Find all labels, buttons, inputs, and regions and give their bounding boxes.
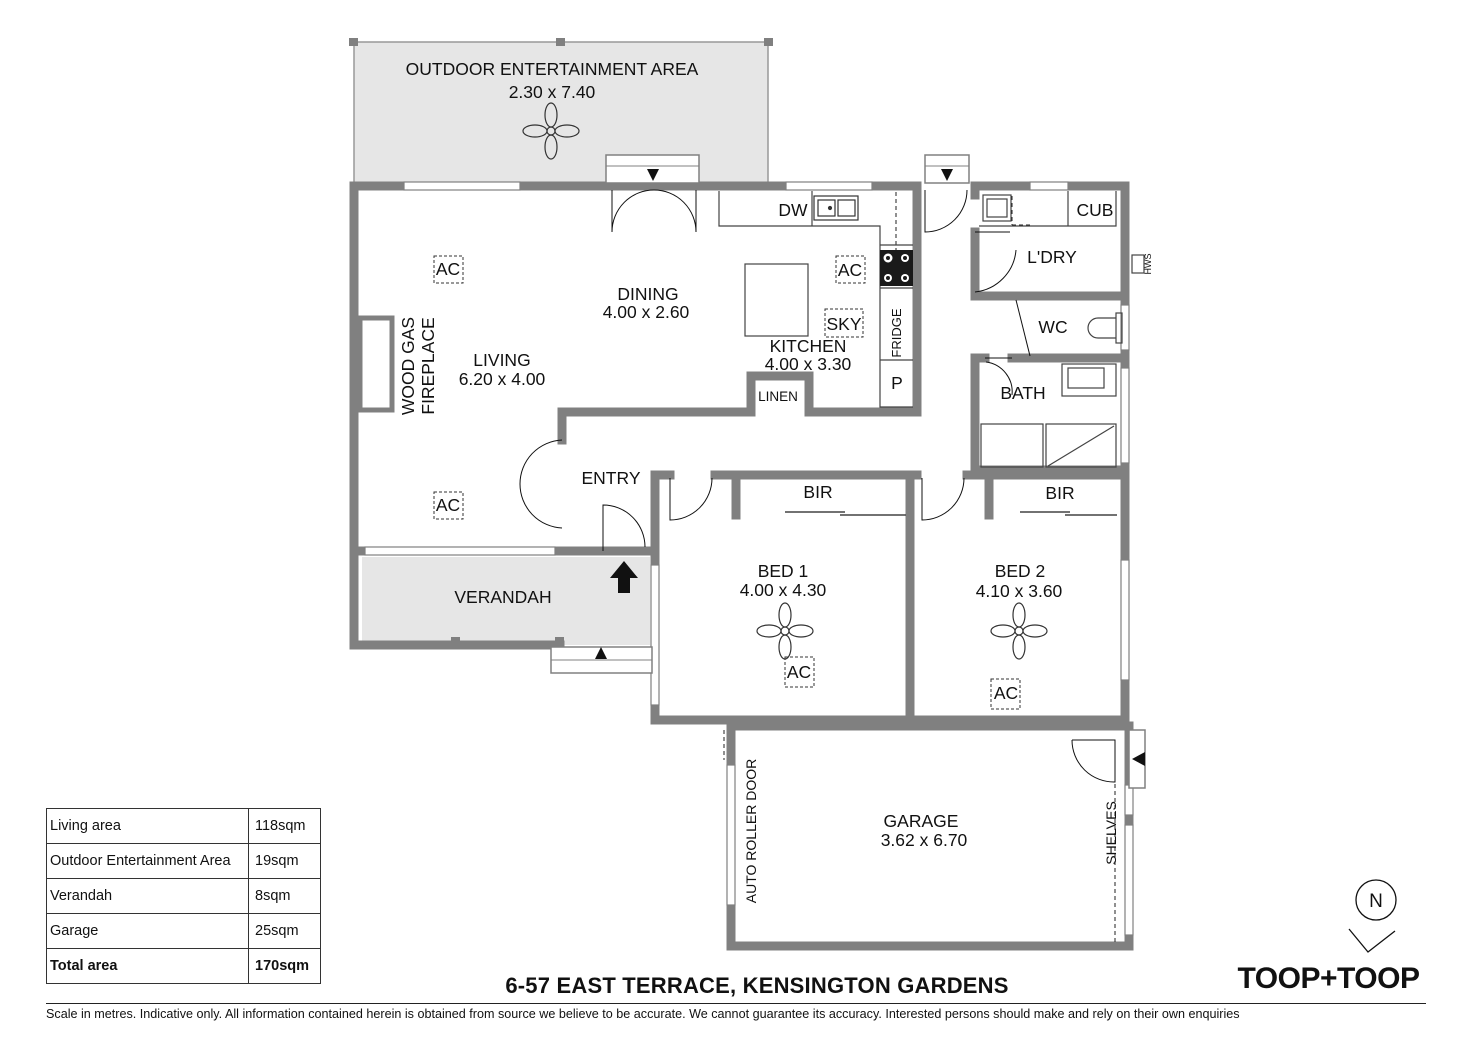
area-label: Total area (47, 949, 249, 984)
hws-label: HWS (1143, 253, 1153, 275)
verandah-name: VERANDAH (454, 587, 552, 607)
sky-label: SKY (826, 314, 862, 334)
sink-icon (814, 196, 858, 220)
ac-label: AC (786, 662, 812, 682)
living-name: LIVING (473, 350, 531, 370)
area-value: 19sqm (249, 844, 321, 879)
area-label: Garage (47, 914, 249, 949)
area-value: 170sqm (249, 949, 321, 984)
outdoor-area-dims: 2.30 x 7.40 (508, 82, 596, 102)
table-row (47, 879, 321, 914)
ac-label: AC (435, 495, 461, 515)
dining-dims: 4.00 x 2.60 (602, 302, 690, 322)
table-row (47, 914, 321, 949)
ac-label: AC (837, 260, 863, 280)
table-row-total (47, 949, 321, 984)
linen-label: LINEN (758, 389, 798, 404)
bed2-dims: 4.10 x 3.60 (975, 581, 1063, 601)
cooktop-icon (880, 250, 913, 286)
brand-logo: TOOP+TOOP (1237, 962, 1420, 995)
garage-dims: 3.62 x 6.70 (880, 830, 968, 850)
wc-name: WC (1038, 317, 1068, 337)
area-table (46, 808, 321, 984)
compass-north-label: N (1369, 891, 1383, 912)
pantry-label: P (891, 373, 903, 393)
table-row (47, 809, 321, 844)
dining-name: DINING (617, 284, 679, 304)
area-label: Verandah (47, 879, 249, 914)
laundry-name: L'DRY (1027, 247, 1077, 267)
ceiling-fan-icon (991, 603, 1047, 659)
bath-fixtures (981, 364, 1116, 467)
living-dims: 6.20 x 4.00 (458, 369, 546, 389)
bath-name: BATH (1000, 383, 1046, 403)
bed1-dims: 4.00 x 4.30 (739, 580, 827, 600)
ac-label: AC (435, 259, 461, 279)
area-value: 8sqm (249, 879, 321, 914)
ac-label: AC (993, 683, 1019, 703)
area-value: 25sqm (249, 914, 321, 949)
toilet-icon (1088, 313, 1122, 343)
bir-label: BIR (803, 482, 833, 502)
cub-label: CUB (1076, 200, 1114, 220)
entry-name: ENTRY (581, 468, 641, 488)
shelves-label: SHELVES (1103, 801, 1119, 865)
fireplace-label-line2: FIREPLACE (418, 317, 438, 415)
garage-name: GARAGE (883, 811, 959, 831)
disclaimer-text: Scale in metres. Indicative only. All information contained herein is obtained from source we believe to be accurate. We cannot guarantee its accuracy. Interested persons should make and rely on their own enquiries (46, 1007, 1240, 1021)
bir-sliding-doors (785, 512, 1117, 515)
area-label: Outdoor Entertainment Area (47, 844, 249, 879)
fireplace-icon (360, 318, 392, 410)
dw-label: DW (778, 200, 808, 220)
fireplace-label-line1: WOOD GAS (398, 316, 418, 416)
divider (46, 1003, 1426, 1004)
table-row (47, 844, 321, 879)
fridge-label: FRIDGE (889, 308, 904, 358)
outdoor-area-name: OUTDOOR ENTERTAINMENT AREA (405, 59, 699, 79)
kitchen-name: KITCHEN (769, 336, 847, 356)
kitchen-dims: 4.00 x 3.30 (764, 354, 852, 374)
bir-label: BIR (1045, 483, 1075, 503)
property-address: 6-57 EAST TERRACE, KENSINGTON GARDENS (505, 973, 1009, 998)
area-value: 118sqm (249, 809, 321, 844)
bed2-name: BED 2 (994, 561, 1046, 581)
ceiling-fan-icon (757, 603, 813, 659)
roller-door-label: AUTO ROLLER DOOR (743, 758, 759, 904)
area-label: Living area (47, 809, 249, 844)
bed1-name: BED 1 (757, 561, 809, 581)
